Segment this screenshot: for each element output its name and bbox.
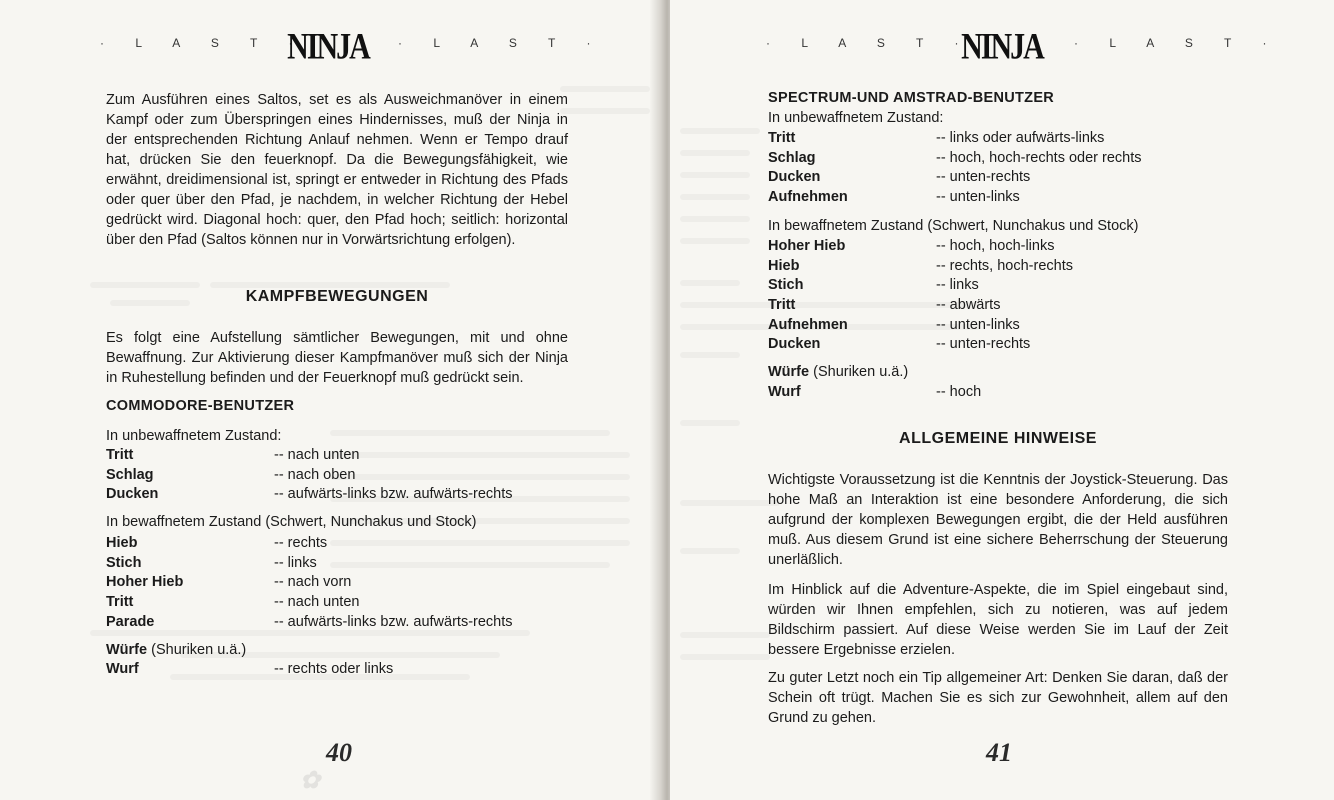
move-row: Hoher Hieb -- nach vorn: [106, 574, 352, 591]
commodore-unarmed-list: [106, 447, 566, 506]
section-intro: Es folgt eine Aufstellung sämtlicher Bewegungen, mit und ohne Bewaffnung. Zur Aktivierung dieser Kampfmanöver muß sich der Ninja in Ruhestellung befinden und der Feuerknopf muß gedrückt sein.: [106, 330, 568, 386]
throw-row: [768, 384, 1238, 404]
spectrum-unarmed-list: [768, 130, 1238, 209]
header-word-left: · L A S T ·: [766, 36, 973, 50]
armed-label: In bewaffnetem Zustand (Schwert, Nunchakus und Stock): [768, 218, 1139, 234]
unarmed-label: In unbewaffnetem Zustand:: [768, 110, 944, 126]
hints-paragraph-3: Zu guter Letzt noch ein Tip allgemeiner Art: Denken Sie daran, daß der Schein oft trügt. Machen Sie es sich zur Gewohnheit, allem auf den Grund zu gehen.: [768, 670, 1228, 726]
hints-paragraph-1: Wichtigste Voraussetzung ist die Kenntnis der Joystick-Steuerung. Das hohe Maß an Interaktion ist eine besondere Anforderung, die sich aufgrund der komplexen Bewegungen ergibt, die der Held ausführen muß. Aus diesem Grund ist eine sichere Beherrschung der Steuerung unerläßlich.: [768, 472, 1228, 568]
armed-label: In bewaffnetem Zustand (Schwert, Nunchakus und Stock): [106, 514, 477, 530]
move-row: Hoher Hieb -- hoch, hoch-links: [768, 238, 1055, 254]
move-row: Ducken -- unten-rechts: [768, 169, 1031, 186]
move-row: Hieb -- rechts, hoch-rechts: [768, 257, 1073, 274]
unarmed-label: In unbewaffnetem Zustand:: [106, 428, 282, 444]
move-row: Tritt -- abwärts: [768, 297, 1001, 314]
header-word-right: · L A S T ·: [1074, 36, 1281, 50]
commodore-armed-list: [106, 535, 566, 633]
move-row: Tritt -- nach unten: [106, 594, 360, 611]
right-page: [670, 0, 1334, 800]
left-page: [0, 0, 662, 800]
page-header: [670, 22, 1334, 72]
page-number-left: 40: [326, 738, 352, 767]
move-row: Tritt -- nach unten: [106, 447, 360, 463]
ninja-logo: NINJA: [961, 26, 1043, 68]
move-row: Stich -- links: [106, 554, 317, 571]
move-row: Aufnehmen -- unten-links: [768, 316, 1020, 333]
page-number-right: 41: [986, 738, 1012, 767]
move-row: Schlag -- nach oben: [106, 466, 356, 483]
move-row: Schlag -- hoch, hoch-rechts oder rechts: [768, 149, 1142, 166]
commodore-title: COMMODORE-BENUTZER: [106, 398, 295, 414]
move-row: Wurf -- hoch: [768, 384, 982, 400]
spectrum-title: SPECTRUM-UND AMSTRAD-BENUTZER: [768, 90, 1055, 106]
page-number-shadow: ✿: [300, 768, 321, 794]
move-row: Wurf -- rechts oder links: [106, 661, 394, 677]
ninja-logo: NINJA: [287, 26, 369, 68]
move-row: Tritt -- links oder aufwärts-links: [768, 130, 1105, 146]
intro-paragraph: Zum Ausführen eines Saltos, set es als Ausweichmanöver in einem Kampf oder zum Überspringen eines Hindernisses, muß der Ninja in der entsprechenden Richtung Anlauf nehmen. Wenn er Tempo drauf hat, drücken Sie den feuerknopf. Da die Bewegungsfähigkeit, wie erwähnt, dreidimensional ist, springt er entweder in Richtung des Pfads oder quer über den Pfad, je nachdem, in welcher Richtung der Hebel gedrückt wird. Diagonal hoch: quer, den Pfad hoch; seitlich: horizontal über den Pfad (Saltos können nur in Vorwärtsrichtung erfolgen).: [106, 92, 568, 248]
move-row: Ducken -- unten-rechts: [768, 336, 1031, 353]
move-row: Parade -- aufwärts-links bzw. aufwärts-rechts: [106, 613, 513, 630]
header-word-left: · L A S T ·: [100, 36, 307, 50]
section-title-allgemeine-hinweise: ALLGEMEINE HINWEISE: [899, 430, 1097, 447]
move-row: Aufnehmen -- unten-links: [768, 189, 1020, 206]
move-row: Hieb -- rechts: [106, 535, 328, 551]
move-row: Ducken -- aufwärts-links bzw. aufwärts-rechts: [106, 486, 513, 503]
throw-row: [106, 661, 566, 681]
spectrum-armed-list: [768, 238, 1238, 356]
section-title-kampfbewegungen: KAMPFBEWEGUNGEN: [245, 288, 429, 305]
move-row: Stich -- links: [768, 277, 979, 294]
header-word-right: · L A S T ·: [398, 36, 605, 50]
page-header: [0, 22, 662, 72]
throws-label: Würfe (Shuriken u.ä.): [768, 364, 909, 380]
hints-paragraph-2: Im Hinblick auf die Adventure-Aspekte, die im Spiel eingebaut sind, würden wir Ihnen empfehlen, sich zu notieren, was auf jedem Bildschirm passiert. Auf diese Weise werden Sie im Lauf der Zeit bessere Ergebnisse erzielen.: [768, 582, 1228, 658]
throws-label: Würfe (Shuriken u.ä.): [106, 642, 247, 658]
